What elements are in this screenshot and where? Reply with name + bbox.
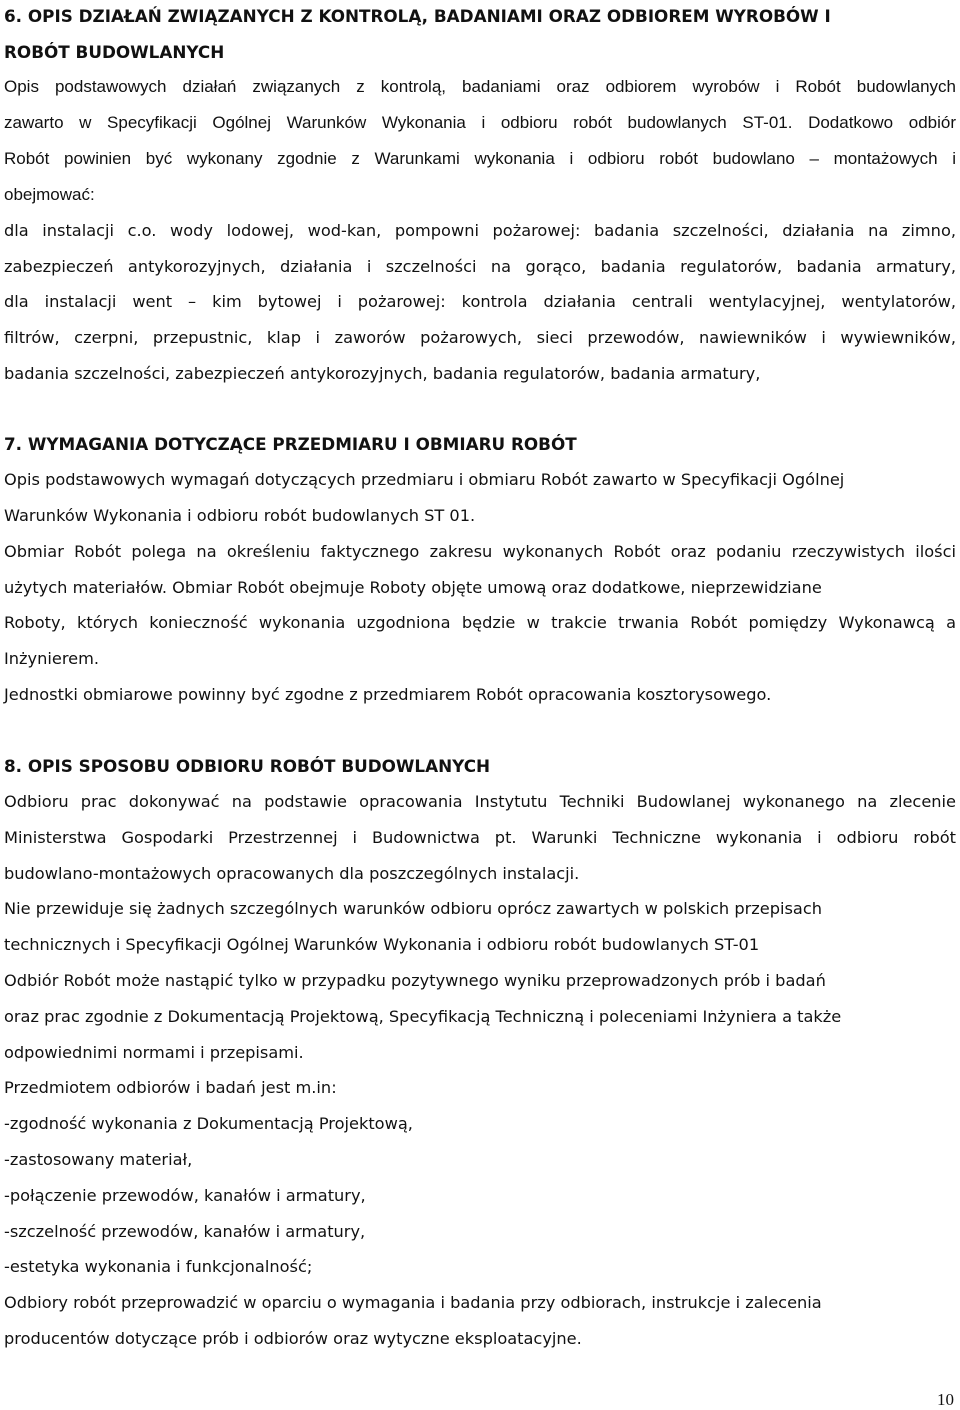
paragraph-line: użytych materiałów. Obmiar Robót obejmuje Roboty objęte umową oraz dodatkowe, nieprzewidziane (4, 578, 822, 597)
paragraph-line: Ministerstwa Gospodarki Przestrzennej i Budownictwa pt. Warunki Techniczne wykonania i odbioru robót (4, 828, 956, 847)
section-8-heading: 8. OPIS SPOSOBU ODBIORU ROBÓT BUDOWLANYCH (4, 756, 491, 776)
section-6-heading-line-1: 6. OPIS DZIAŁAŃ ZWIĄZANYCH Z KONTROLĄ, BADANIAMI ORAZ ODBIOREM WYROBÓW I (4, 6, 831, 26)
paragraph-line: badania szczelności, zabezpieczeń antykorozyjnych, badania regulatorów, badania armatury, (4, 364, 761, 383)
paragraph-line: Inżynierem. (4, 649, 99, 668)
paragraph-line: Robót powinien być wykonany zgodnie z Warunkami wykonania i odbioru robót budowlano – montażowych i (4, 149, 956, 168)
paragraph-line: zawarto w Specyfikacji Ogólnej Warunków Wykonania i odbioru robót budowlanych ST-01. Dodatkowo odbiór (4, 113, 956, 132)
section-6-heading-line-2: ROBÓT BUDOWLANYCH (4, 42, 225, 62)
paragraph-line: Nie przewiduje się żadnych szczególnych warunków odbioru oprócz zawartych w polskich przepisach (4, 899, 823, 918)
paragraph-line: obejmować: (4, 185, 95, 204)
paragraph-line: technicznych i Specyfikacji Ogólnej Warunków Wykonania i odbioru robót budowlanych ST-01 (4, 935, 760, 954)
list-item: -szczelność przewodów, kanałów i armatury, (4, 1222, 366, 1241)
paragraph-line: filtrów, czerpni, przepustnic, klap i zaworów pożarowych, sieci przewodów, nawiewników i wywiewników, (4, 328, 956, 347)
paragraph-line: producentów dotyczące prób i odbiorów oraz wytyczne eksploatacyjne. (4, 1329, 582, 1348)
paragraph-line: Opis podstawowych działań związanych z kontrolą, badaniami oraz odbiorem wyrobów i Robót budowlanych (4, 77, 956, 96)
paragraph-line: dla instalacji went – kim bytowej i pożarowej: kontrola działania centrali wentylacyjnej, wentylatorów, (4, 292, 956, 311)
page-number: 10 (937, 1390, 954, 1409)
paragraph-line: Odbiory robót przeprowadzić w oparciu o wymagania i badania przy odbiorach, instrukcje i zalecenia (4, 1293, 822, 1312)
paragraph-line: budowlano-montażowych opracowanych dla poszczególnych instalacji. (4, 864, 580, 883)
paragraph-line: Obmiar Robót polega na określeniu faktycznego zakresu wykonanych Robót oraz podaniu rzeczywistych ilości (4, 542, 956, 561)
paragraph-line: Przedmiotem odbiorów i badań jest m.in: (4, 1078, 337, 1097)
paragraph-line: Jednostki obmiarowe powinny być zgodne z przedmiarem Robót opracowania kosztorysowego. (4, 685, 772, 704)
list-item: -zgodność wykonania z Dokumentacją Projektową, (4, 1114, 413, 1133)
list-item: -estetyka wykonania i funkcjonalność; (4, 1257, 313, 1276)
paragraph-line: Opis podstawowych wymagań dotyczących przedmiaru i obmiaru Robót zawarto w Specyfikacji Ogólnej (4, 470, 845, 489)
list-item: -połączenie przewodów, kanałów i armatury, (4, 1186, 366, 1205)
paragraph-line: Odbiór Robót może nastąpić tylko w przypadku pozytywnego wyniku przeprowadzonych prób i badań (4, 971, 826, 990)
paragraph-line: Roboty, których konieczność wykonania uzgodniona będzie w trakcie trwania Robót pomiędzy Wykonawcą a (4, 613, 956, 632)
paragraph-line: Warunków Wykonania i odbioru robót budowlanych ST 01. (4, 506, 476, 525)
paragraph-line: Odbioru prac dokonywać na podstawie opracowania Instytutu Techniki Budowlanej wykonanego na zlecenie (4, 792, 956, 811)
paragraph-line: zabezpieczeń antykorozyjnych, działania i szczelności na gorąco, badania regulatorów, badania armatury, (4, 257, 956, 276)
paragraph-line: odpowiednimi normami i przepisami. (4, 1043, 304, 1062)
paragraph-line: dla instalacji c.o. wody lodowej, wod-kan, pompowni pożarowej: badania szczelności, działania na zimno, (4, 221, 956, 240)
paragraph-line: oraz prac zgodnie z Dokumentacją Projektową, Specyfikacją Techniczną i poleceniami Inżyniera a także (4, 1007, 842, 1026)
section-7-heading: 7. WYMAGANIA DOTYCZĄCE PRZEDMIARU I OBMIARU ROBÓT (4, 434, 577, 454)
list-item: -zastosowany materiał, (4, 1150, 193, 1169)
